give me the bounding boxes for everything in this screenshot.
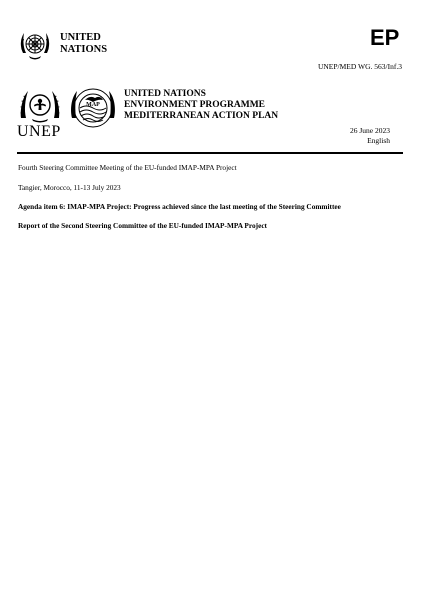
- report-title: Report of the Second Steering Committee of the EU-funded IMAP-MPA Project: [18, 221, 267, 230]
- unep-logo-icon: [18, 88, 62, 124]
- dateline: [350, 126, 390, 146]
- un-name: [60, 32, 107, 56]
- header-divider: [17, 152, 403, 154]
- un-name-line1: UNITED: [60, 32, 101, 43]
- document-language: English: [367, 136, 390, 145]
- document-symbol: UNEP/MED WG. 563/Inf.3: [317, 62, 402, 71]
- ep-mark: EP: [370, 25, 400, 50]
- org-line1: UNITED NATIONS: [124, 89, 206, 99]
- map-logo-text: MAP: [86, 102, 100, 108]
- unep-wordmark: UNEP: [17, 123, 61, 140]
- agenda-item: Agenda item 6: IMAP-MPA Project: Progress achieved since the last meeting of the Steering Committee: [18, 202, 341, 211]
- org-line3: MEDITERRANEAN ACTION PLAN: [124, 111, 279, 121]
- map-logo-icon: [68, 86, 118, 130]
- un-emblem-icon: [17, 27, 53, 63]
- organization-name: [124, 89, 278, 122]
- meeting-title: Fourth Steering Committee Meeting of the EU-funded IMAP-MPA Project: [18, 163, 237, 172]
- meeting-place-date: Tangier, Morocco, 11-13 July 2023: [18, 183, 121, 192]
- org-line2: ENVIRONMENT PROGRAMME: [124, 100, 266, 110]
- document-date: 26 June 2023: [350, 126, 390, 135]
- un-name-line2: NATIONS: [60, 44, 108, 55]
